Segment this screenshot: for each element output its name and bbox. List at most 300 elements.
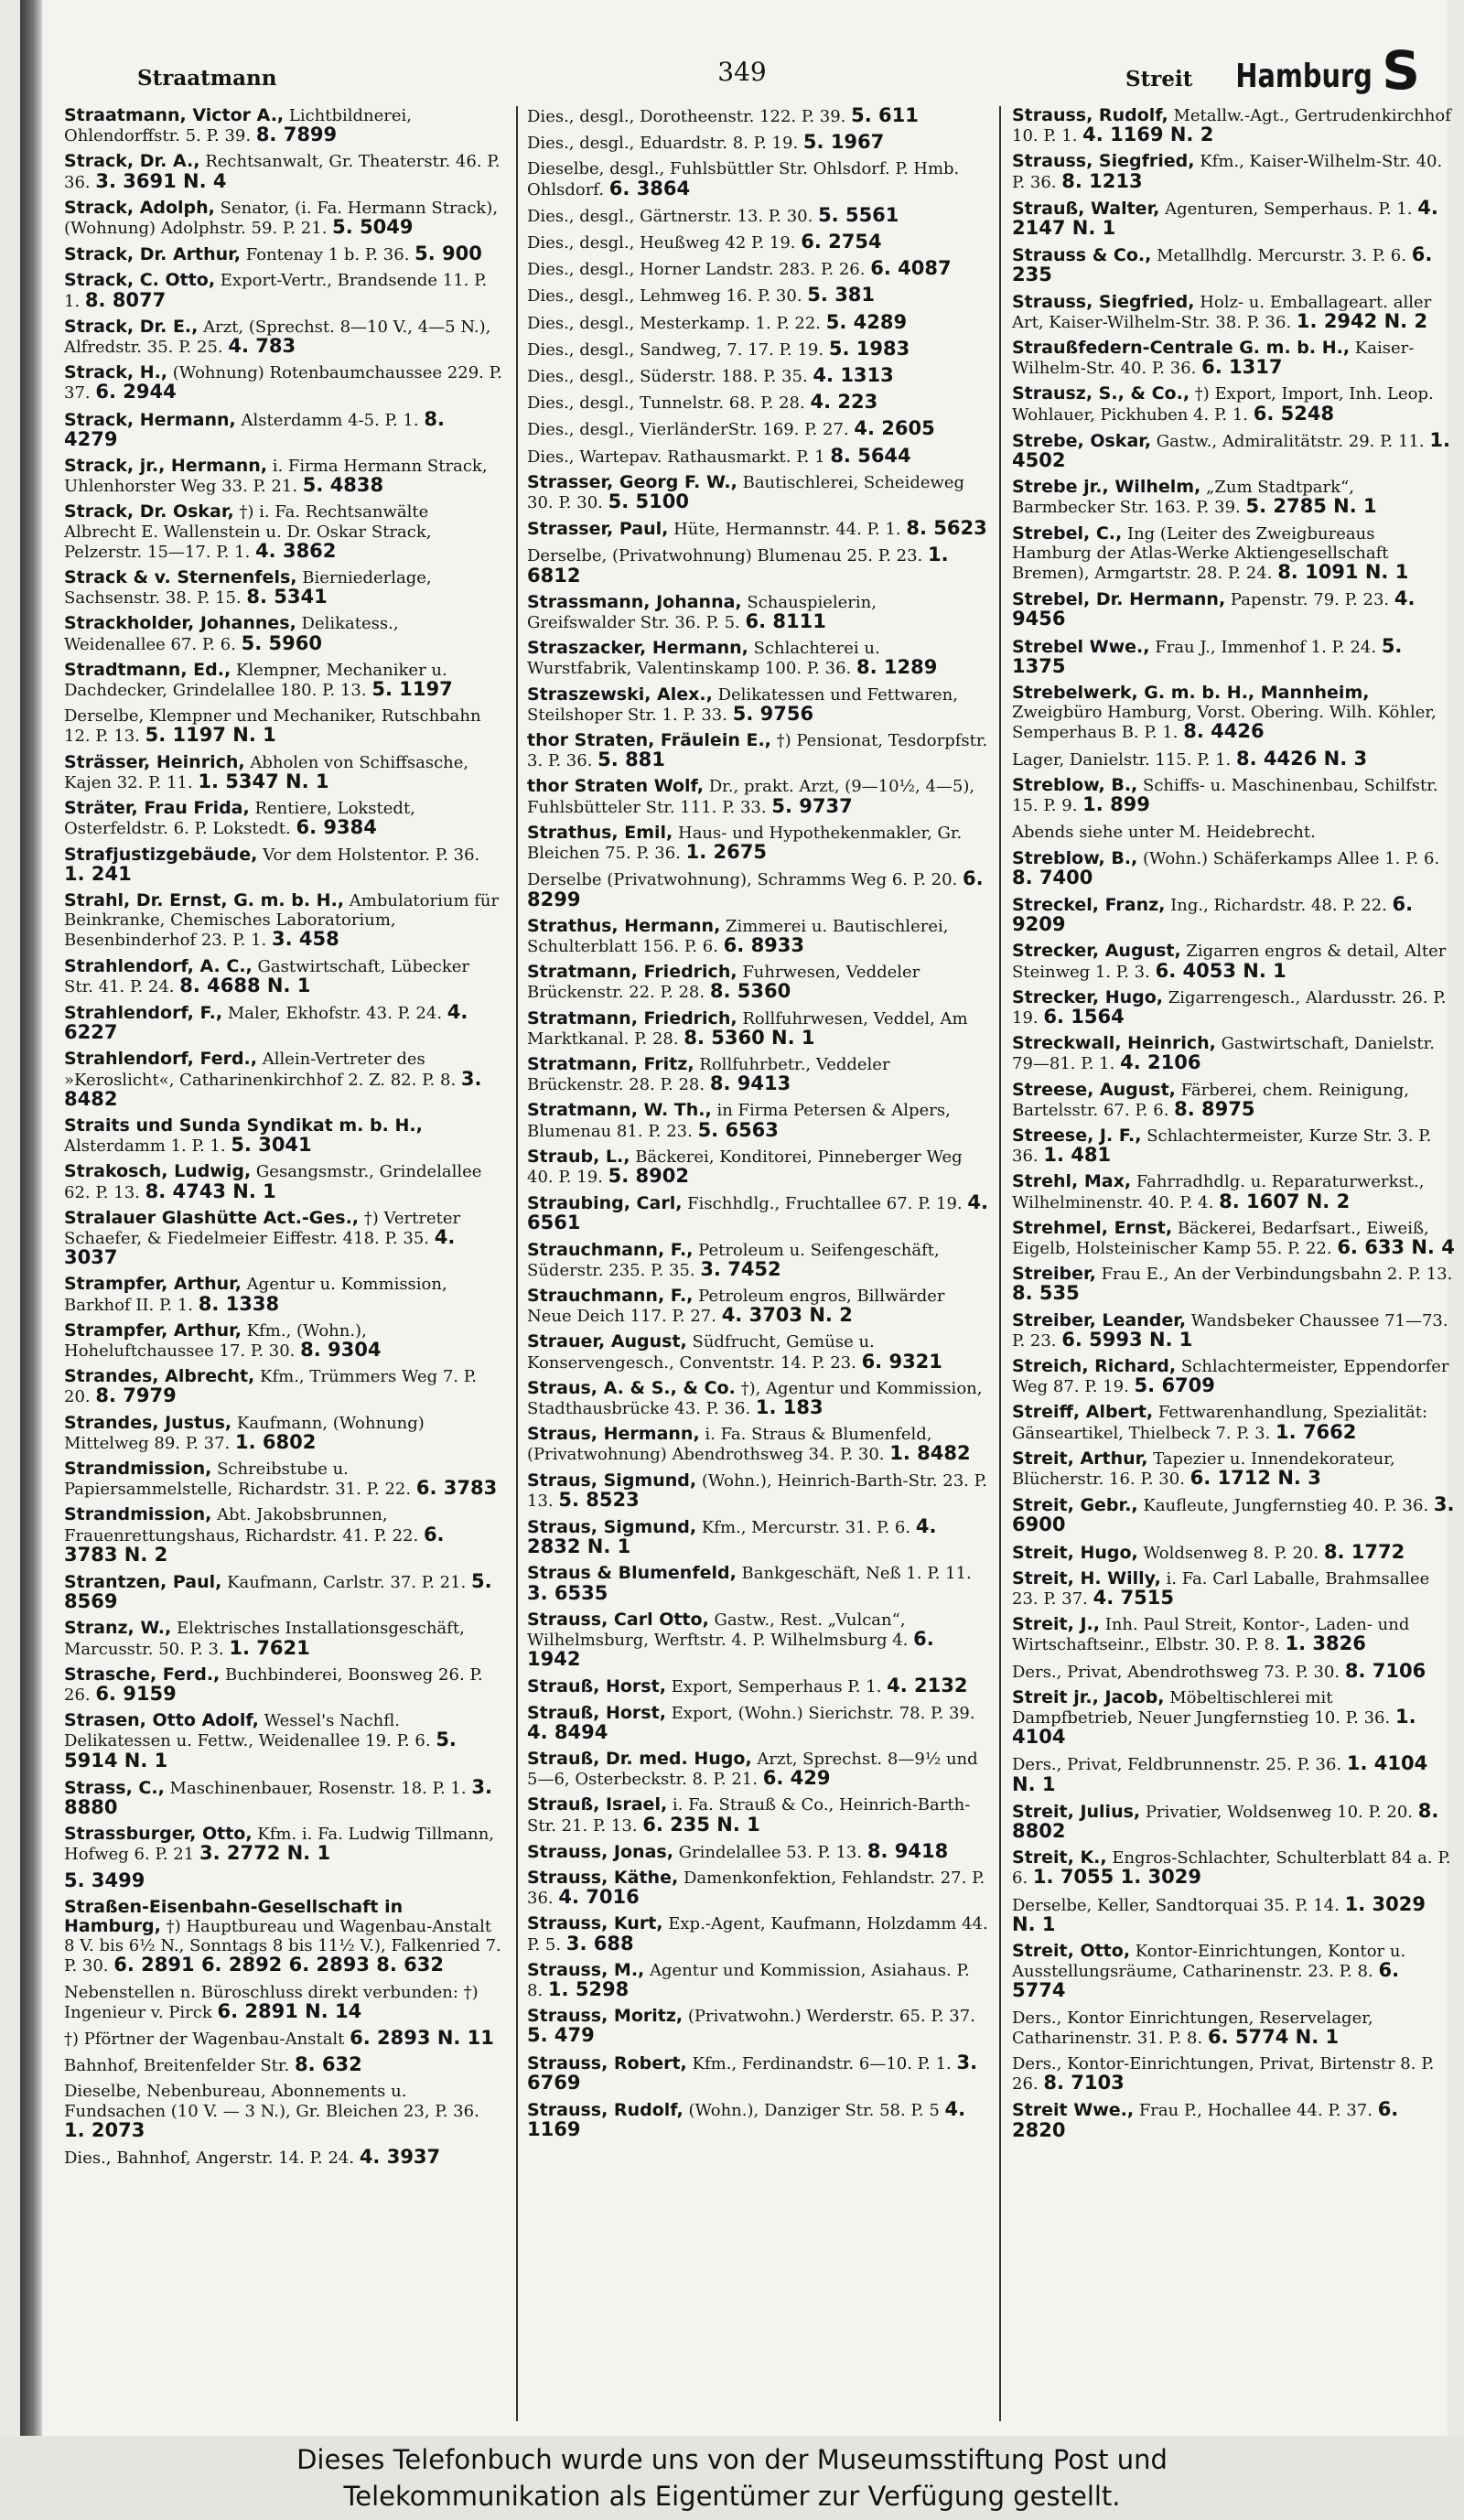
entry-details: Südfrucht, Gemüse u. Konservengesch., Conventstr. 14. P. 23.: [527, 1332, 875, 1373]
entry-name: Strauss, Rudolf,: [1012, 105, 1168, 125]
entry-phone: 4. 3937: [359, 2146, 441, 2169]
entry-name: Strasche, Ferd.,: [64, 1664, 221, 1685]
directory-entry: [527, 339, 988, 360]
entry-phone: 3. 8482: [64, 1067, 482, 1110]
directory-entry: [64, 1665, 503, 1705]
entry-phone: 5. 6563: [697, 1118, 779, 1141]
directory-entry: [527, 1514, 988, 1558]
entry-details: Derselbe, (Privatwohnung) Blumenau 25. P. 23.: [527, 546, 923, 566]
entry-name: Streiber, Leander,: [1012, 1309, 1187, 1330]
directory-entry: [1012, 2100, 1455, 2140]
entry-name: Stralauer Glashütte Act.-Ges.,: [64, 1207, 360, 1228]
entry-details: Kaufmann, Carlstr. 37. P. 21.: [227, 1573, 467, 1592]
entry-details: Holz- u. Emballageart. aller Art, Kaiser-Wilhelm-Str. 38. P. 36.: [1012, 292, 1432, 332]
entry-phone: 6. 5774: [1012, 1959, 1400, 2002]
entry-name: Strauss, Jonas,: [527, 1841, 673, 1862]
entry-details: Haus- und Hypothekenmakler, Gr. Bleichen 75. P. 36.: [527, 823, 963, 864]
directory-entry: [1012, 1799, 1455, 1843]
entry-name: Streit, H. Willy,: [1012, 1567, 1161, 1588]
entry-phone: 8. 7106: [1344, 1659, 1426, 1682]
entry-details: Vor dem Holstentor. P. 36.: [263, 845, 480, 865]
directory-entry: [64, 2029, 503, 2049]
directory-entry: [527, 133, 988, 153]
entry-details: Delikatessen und Fettwaren, Steilshoper Str. 1. P. 33.: [527, 684, 958, 725]
header-city: Hamburg: [1235, 58, 1373, 95]
entry-phone: 3. 7452: [700, 1257, 781, 1280]
entry-details: Senator, (i. Fa. Hermann Strack), (Wohnung) Adolphstr. 59. P. 21.: [64, 198, 499, 239]
entry-details: Maler, Ekhofstr. 43. P. 24.: [227, 1003, 443, 1023]
entry-name: Strehl, Max,: [1012, 1171, 1132, 1192]
entry-phone: 8. 632: [294, 2053, 362, 2076]
directory-entry: [64, 199, 503, 238]
directory-entry: [64, 1983, 503, 2022]
directory-entry: [1012, 1034, 1455, 1073]
directory-entry: [527, 1287, 988, 1326]
directory-entry: [64, 1275, 503, 1314]
entry-name: Straubing, Carl,: [527, 1193, 683, 1214]
entry-name: Strebe, Oskar,: [1012, 430, 1152, 451]
entry-phone: 8. 4743 N. 1: [145, 1179, 276, 1202]
entry-phone: 8. 9418: [867, 1839, 949, 1862]
entry-details: Alsterdamm 4-5. P. 1.: [241, 410, 419, 430]
entry-name: Strauss, Kurt,: [527, 1913, 663, 1934]
entry-phone: 5. 5914 N. 1: [64, 1728, 457, 1772]
entry-phone: 5. 3041: [231, 1134, 312, 1157]
directory-entry: [64, 1321, 503, 1361]
entry-phone: 6. 9384: [296, 816, 377, 839]
entry-details: (Privatwohn.) Werderstr. 65. P. 37.: [687, 2007, 975, 2027]
entry-details: Gastwirtschaft, Danielstr. 79—81. P. 1.: [1012, 1034, 1435, 1074]
entry-name: Straus, A. & S., & Co.: [527, 1377, 736, 1398]
entry-details: Ders., Kontor Einrichtungen, Reservelager, Catharinenstr. 31. P. 8.: [1012, 2008, 1373, 2048]
entry-details: Dies., desgl., Süderstr. 188. P. 35.: [527, 367, 808, 387]
entry-details: Rollfuhrwesen, Veddel, Am Marktkanal. P. 28.: [527, 1008, 968, 1049]
entry-details: Petroleum engros, Billwärder Neue Deich 117. P. 27.: [527, 1286, 945, 1327]
entry-phone: 6. 2754: [801, 231, 882, 253]
entry-name: Strathus, Emil,: [527, 822, 673, 843]
entry-name: Strampfer, Arthur,: [64, 1319, 242, 1341]
entry-phone: 5. 9737: [771, 794, 853, 817]
entry-name: thor Straten Wolf,: [527, 776, 705, 797]
entry-phone: 5. 900: [414, 242, 482, 265]
entry-details: Schlachtermeister, Eppendorfer Weg 87. P. 19.: [1012, 1356, 1449, 1397]
entry-phone: 8. 4279: [64, 407, 445, 450]
directory-entry: [64, 2055, 503, 2075]
directory-entry: [1012, 2008, 1455, 2048]
entry-details: Dies., desgl., Sandweg, 7. 17. P. 19.: [527, 339, 824, 360]
directory-entry: [1012, 428, 1455, 472]
directory-entry: [527, 593, 988, 632]
entry-name: Strauss, M.,: [527, 1959, 645, 1980]
entry-name: Stradtmann, Ed.,: [64, 659, 231, 680]
directory-entry: [64, 502, 503, 562]
directory-entry: [527, 2100, 988, 2140]
entry-name: Strässer, Heinrich,: [64, 751, 245, 772]
entry-phone: 1. 6802: [234, 1430, 317, 1453]
entry-details: Exp.-Agent, Kaufmann, Holzdamm 44. P. 5.: [527, 1914, 988, 1955]
entry-details: Kaiser-Wilhelm-Str. 40. P. 36.: [1012, 339, 1415, 379]
entry-phone: 8. 5341: [246, 586, 328, 608]
directory-entry: [527, 1704, 988, 1743]
entry-name: Strauss, Rudolf,: [527, 2100, 684, 2121]
entry-phone: 6. 235 N. 1: [642, 1813, 760, 1836]
entry-details: Nebenstellen n. Büroschluss direkt verbunden: †) Ingenieur v. Pirck: [64, 1982, 479, 2022]
entry-name: Strassburger, Otto,: [64, 1824, 253, 1845]
entry-name: Straits und Sunda Syndikat m. b. H.,: [64, 1115, 423, 1136]
directory-entry: [527, 1101, 988, 1140]
entry-phone: 6. 3783 N. 2: [64, 1523, 445, 1566]
entry-phone: 8. 1289: [856, 656, 938, 679]
column-divider: [516, 106, 518, 2421]
entry-details: (Wohn.), Heinrich-Barth-Str. 23. P. 13.: [527, 1470, 987, 1511]
directory-entry: [64, 457, 503, 496]
entry-details: Export-Vertr., Brandsende 11. P. 1.: [64, 271, 488, 311]
entry-name: Strehmel, Ernst,: [1012, 1217, 1173, 1238]
entry-name: Strahlendorf, Ferd.,: [64, 1049, 257, 1070]
entry-details: i. Fa. Strauß & Co., Heinrich-Barth-Str. 21. P. 13.: [527, 1795, 971, 1836]
entry-phone: 4. 1169 N. 2: [1082, 124, 1214, 146]
entry-phone: 6. 5248: [1253, 402, 1335, 425]
entry-details: Dieselbe, Nebenbureau, Abonnements u. Fundsachen (10 V. — 3 N.), Gr. Bleichen 23, P. 36.: [64, 2082, 479, 2121]
directory-entry: [527, 366, 988, 386]
entry-phone: 3. 6535: [527, 1581, 608, 1604]
entry-details: Zimmerei u. Bautischlerei, Schulterblatt 156. P. 6.: [527, 916, 949, 956]
directory-entry: [1012, 1688, 1455, 1749]
entry-name: Strauß, Horst,: [527, 1676, 666, 1697]
directory-entry: [64, 1711, 503, 1772]
directory-entry: [1012, 339, 1455, 378]
entry-details: Papenstr. 79. P. 23.: [1230, 590, 1390, 610]
entry-details: Privatier, Woldsenweg 10. P. 20.: [1145, 1802, 1414, 1822]
entry-name: Straub, L.,: [527, 1146, 630, 1167]
entry-details: †) Export, Import, Inh. Leop. Wohlauer, Pickhuben 4. P. 1.: [1012, 384, 1434, 425]
directory-entry: [527, 731, 988, 770]
entry-phone: 4. 783: [228, 335, 296, 358]
footer-notice: [0, 2436, 1464, 2520]
directory-entry: [64, 1619, 503, 1658]
directory-columns: [64, 106, 1464, 2421]
entry-details: Ambulatorium für Beinkranke, Chemisches Laboratorium, Besenbinderhof 23. P. 1.: [64, 890, 500, 951]
entry-name: Strecker, August,: [1012, 941, 1181, 962]
entry-details: Lager, Danielstr. 115. P. 1.: [1012, 749, 1232, 770]
entry-details: †) Pförtner der Wagenbau-Anstalt: [64, 2030, 345, 2050]
entry-details: Zweigbüro Hamburg, Vorst. Obering. Wilh. Köhler, Semperhaus B. P. 1.: [1012, 703, 1437, 743]
entry-details: Dies., desgl., Lehmweg 16. P. 30.: [527, 286, 802, 307]
entry-name: Strack & v. Sternenfels,: [64, 567, 297, 588]
entry-phone: 8. 5644: [830, 444, 911, 467]
entry-details: Metallhdlg. Mercurstr. 3. P. 6.: [1157, 246, 1406, 266]
entry-details: in Firma Petersen & Alpers, Blumenau 81. P. 23.: [527, 1101, 951, 1141]
entry-name: Strafjustizgebäude,: [64, 844, 258, 865]
entry-phone: 1. 2073: [64, 2118, 145, 2141]
entry-details: i. Firma Hermann Strack, Uhlenhorster Weg 33. P. 21.: [64, 457, 488, 497]
entry-details: Dr., prakt. Arzt, (9—10½, 4—5), Fuhlsbütteler Str. 111. P. 33.: [527, 777, 975, 817]
entry-phone: 6. 1317: [1201, 356, 1283, 379]
entry-name: Strack, C. Otto,: [64, 270, 216, 291]
entry-details: Dies., desgl., Eduardstr. 8. P. 19.: [527, 134, 799, 154]
entry-name: Strack, Adolph,: [64, 197, 215, 218]
directory-entry: [64, 753, 503, 792]
entry-name: Streckel, Franz,: [1012, 894, 1166, 915]
entry-details: Frau E., An der Verbindungsbahn 2. P. 13.: [1101, 1265, 1453, 1285]
entry-details: Kfm., Ferdinandstr. 6—10. P. 1.: [692, 2053, 952, 2073]
entry-name: Streit, Arthur,: [1012, 1448, 1148, 1469]
column-2: [527, 106, 988, 2421]
entry-phone: 8. 4426: [1183, 720, 1265, 743]
entry-name: Streit, Hugo,: [1012, 1542, 1138, 1563]
entry-details: i. Fa. Straus & Blumenfeld, (Privatwohnung) Abendrothsweg 34. P. 30.: [527, 1425, 932, 1465]
directory-entry: [1012, 1172, 1455, 1212]
entry-phone: 3. 2772 N. 1: [199, 1842, 331, 1865]
entry-name: Strebel, Dr. Hermann,: [1012, 589, 1226, 610]
entry-details: Kfm., Mercurstr. 31. P. 6.: [701, 1517, 911, 1537]
directory-entry: [64, 363, 503, 403]
entry-name: Straszacker, Hermann,: [527, 638, 748, 659]
entry-phone: 5. 6709: [1134, 1374, 1215, 1397]
entry-details: Bäckerei, Konditorei, Pinneberger Weg 40. P. 19.: [527, 1147, 963, 1187]
entry-details: Alsterdamm 1. P. 1.: [64, 1136, 226, 1157]
directory-entry: [64, 2082, 503, 2141]
entry-phone: 4. 1169: [527, 2098, 966, 2141]
directory-entry: [64, 1572, 503, 1612]
entry-name: Strandmission,: [64, 1504, 212, 1525]
entry-details: Ders., Privat, Feldbrunnenstr. 25. P. 36.: [1012, 1755, 1342, 1775]
entry-details: Buchbinderei, Boonsweg 26. P. 26.: [64, 1664, 483, 1706]
directory-entry: [1012, 2054, 1455, 2094]
entry-phone: 8. 1213: [1061, 169, 1143, 192]
entry-phone: 4. 3703 N. 2: [721, 1304, 853, 1327]
entry-phone: 5. 479: [527, 2024, 595, 2047]
entry-details: Damenkonfektion, Fehlandstr. 27. P. 36.: [527, 1868, 985, 1909]
entry-phone: 8. 9304: [300, 1338, 382, 1361]
directory-entry: [527, 444, 988, 467]
directory-entry: [1012, 634, 1455, 677]
entry-phone: 6. 2893 N. 11: [350, 2027, 494, 2050]
page-header: [64, 39, 1420, 102]
entry-details: Bankgeschäft, Neß 1. P. 11.: [741, 1564, 972, 1584]
entry-phone: 6. 4053 N. 1: [1155, 959, 1286, 982]
entry-phone: 1. 3029 N. 1: [1012, 1892, 1426, 1935]
entry-name: Streblow, B.,: [1012, 774, 1138, 795]
entry-name: Strack, Hermann,: [64, 409, 236, 430]
entry-phone: 8. 5360: [709, 980, 791, 1003]
entry-phone: 8. 1091 N. 1: [1277, 561, 1409, 584]
directory-entry: [1012, 1892, 1455, 1935]
entry-name: Streese, J. F.,: [1012, 1125, 1142, 1146]
entry-phone: 5. 8523: [558, 1488, 640, 1511]
directory-entry: [527, 1425, 988, 1464]
entry-phone: 4. 7016: [558, 1886, 640, 1909]
entry-phone: 8. 4426 N. 3: [1236, 747, 1368, 770]
entry-details: Ing., Richardstr. 48. P. 22.: [1170, 895, 1387, 915]
directory-entry: [527, 639, 988, 678]
entry-phone: 1. 7055 1. 3029: [1032, 1866, 1201, 1889]
directory-entry: [527, 1055, 988, 1094]
directory-entry: [527, 106, 988, 126]
entry-details: Bäckerei, Bedarfsart., Eiweiß, Eigelb, Holsteinischer Kamp 55. P. 22.: [1012, 1218, 1429, 1258]
entry-phone: 3. 688: [565, 1932, 634, 1955]
entry-phone: 6. 633 N. 4: [1337, 1235, 1455, 1258]
directory-entry: [64, 1000, 503, 1044]
entry-details: Schlachtermeister, Kurze Str. 3. P. 36.: [1012, 1125, 1432, 1167]
entry-phone: 3. 458: [272, 928, 339, 951]
entry-details: Ing (Leiter des Zweigbureaus Hamburg der Atlas-Werke Aktiengesellschaft Bremen), Armgartstr. 28. P. 24.: [1012, 523, 1389, 584]
entry-phone: 1. 5298: [547, 1978, 630, 2001]
directory-entry: [1012, 1311, 1455, 1351]
entry-name: Strack, Dr. Oskar,: [64, 501, 234, 522]
entry-phone: 1. 8482: [889, 1442, 971, 1465]
entry-details: Derselbe, Klempner und Mechaniker, Rutschbahn 12. P. 13.: [64, 706, 481, 747]
entry-phone: 8. 1607 N. 2: [1219, 1190, 1351, 1212]
entry-phone: 3. 3691 N. 4: [95, 169, 227, 192]
entry-name: Straus, Sigmund,: [527, 1516, 697, 1537]
entry-name: Strauß, Horst,: [527, 1702, 666, 1723]
directory-entry: [1012, 1495, 1455, 1535]
entry-details: Frau J., Immenhof 1. P. 24.: [1155, 637, 1377, 657]
entry-name: Strebelwerk, G. m. b. H., Mannheim,: [1012, 683, 1370, 704]
directory-entry: [527, 1676, 988, 1696]
entry-phone: 1. 241: [64, 862, 132, 885]
directory-entry: [527, 1961, 988, 2000]
directory-entry: [1012, 1540, 1455, 1563]
entry-phone: 5. 5960: [241, 631, 323, 654]
entry-phone: 5. 1375: [1012, 634, 1403, 677]
entry-name: Strack, Dr. Arthur,: [64, 244, 241, 265]
entry-name: Strack, Dr. A.,: [64, 151, 200, 172]
entry-details: Fontenay 1 b. P. 36.: [245, 245, 410, 265]
entry-details: Dies., desgl., Tunnelstr. 68. P. 28.: [527, 393, 805, 414]
entry-phone: 4. 2132: [887, 1675, 968, 1697]
directory-entry: [64, 1414, 503, 1453]
entry-details: Gastw., Rest. „Vulcan“, Wilhelmsburg, Werftstr. 4. P. Wilhelmsburg 4.: [527, 1610, 909, 1650]
directory-entry: [64, 845, 503, 885]
directory-entry: [1012, 1848, 1455, 1888]
directory-entry: [1012, 106, 1455, 145]
entry-name: Streiff, Albert,: [1012, 1402, 1154, 1423]
directory-entry: [1012, 1569, 1455, 1609]
entry-details: (Wohn.), Danziger Str. 58. P. 5: [688, 2101, 940, 2121]
entry-name: Strausz, S., & Co.,: [1012, 383, 1190, 404]
entry-phone: 1. 6812: [527, 544, 949, 587]
directory-entry: [527, 1471, 988, 1511]
entry-name: Strauss, Robert,: [527, 2052, 687, 2073]
entry-phone: 3. 8880: [64, 1775, 492, 1819]
entry-name: Streese, August,: [1012, 1079, 1176, 1100]
entry-phone: 4. 2106: [1120, 1051, 1201, 1074]
entry-name: Streit, J.,: [1012, 1614, 1100, 1635]
entry-phone: 1. 7662: [1276, 1420, 1357, 1443]
directory-entry: [64, 799, 503, 838]
entry-name: Streblow, B.,: [1012, 847, 1138, 868]
directory-entry: [1012, 749, 1455, 770]
entry-name: Strack, jr., Hermann,: [64, 456, 267, 477]
directory-entry: [527, 917, 988, 956]
entry-phone: 6. 8933: [723, 933, 805, 956]
directory-entry: [527, 1610, 988, 1671]
entry-phone: 6. 5774 N. 1: [1207, 2025, 1340, 2048]
directory-entry: [64, 244, 503, 264]
entry-details: Kfm., Trümmers Weg 7. P. 20.: [64, 1367, 477, 1407]
entry-details: Abends siehe unter M. Heidebrecht.: [1012, 823, 1316, 843]
entry-details: Lichtbildnerei, Ohlendorffstr. 5. P. 39.: [64, 106, 413, 146]
entry-details: Fischhdlg., Fruchtallee 67. P. 19.: [687, 1194, 963, 1214]
entry-phone: 8. 5360 N. 1: [684, 1026, 815, 1049]
entry-details: Dies., desgl., Heußweg 42 P. 19.: [527, 233, 796, 253]
entry-phone: 1. 183: [755, 1395, 824, 1418]
entry-details: Kaufleute, Jungfernstieg 40. P. 36.: [1143, 1496, 1429, 1516]
entry-details: †) Hauptbureau und Wagenbau-Anstalt 8 V. bis 6½ N., Sonntags 8 bis 11½ V.), Falkenried 7. P. 30.: [64, 1917, 501, 1976]
directory-entry: [527, 159, 988, 199]
entry-name: Strauer, August,: [527, 1331, 687, 1352]
directory-entry: [527, 1193, 988, 1233]
entry-details: Dies., desgl., Mesterkamp. 1. P. 22.: [527, 313, 822, 333]
entry-name: Strandmission,: [64, 1458, 212, 1479]
page-number: 349: [717, 57, 767, 87]
entry-name: Strandes, Albrecht,: [64, 1366, 255, 1387]
entry-phone: 5. 4838: [302, 474, 384, 497]
entry-phone: 5. 8902: [608, 1164, 689, 1187]
entry-name: Straußfedern-Centrale G. m. b. H.,: [1012, 338, 1351, 359]
entry-name: Sträter, Frau Frida,: [64, 798, 250, 819]
directory-entry: [1012, 684, 1455, 743]
entry-details: Tapezier u. Innendekorateur, Blücherstr. 16. P. 30.: [1012, 1448, 1395, 1489]
entry-name: Strebel Wwe.,: [1012, 636, 1150, 657]
entry-name: Strackholder, Johannes,: [64, 613, 296, 634]
entry-details: Ders., Privat, Abendrothsweg 73. P. 30.: [1012, 1662, 1340, 1682]
entry-phone: 1. 481: [1043, 1144, 1112, 1167]
entry-phone: 4. 3862: [255, 539, 337, 562]
entry-details: Fahrradhdlg. u. Reparaturwerkst., Wilhelminenstr. 40. P. 4.: [1012, 1172, 1425, 1212]
entry-phone: 5. 8569: [64, 1570, 492, 1613]
directory-entry: [64, 1898, 503, 1976]
entry-phone: 1. 3826: [1285, 1632, 1366, 1655]
directory-entry: [527, 1914, 988, 1954]
directory-entry: [1012, 892, 1455, 936]
directory-entry: [527, 473, 988, 512]
entry-phone: 1. 4104: [1012, 1706, 1416, 1749]
entry-name: Strassmann, Johanna,: [527, 591, 742, 612]
entry-details: Kfm., (Wohn.), Hoheluftchaussee 17. P. 30.: [64, 1320, 367, 1361]
directory-entry: [527, 1839, 988, 1862]
entry-phone: 5. 2785 N. 1: [1245, 495, 1377, 518]
directory-entry: [527, 685, 988, 725]
entry-phone: 5. 381: [807, 284, 876, 307]
entry-details: Frau P., Hochallee 44. P. 37.: [1138, 2101, 1372, 2121]
entry-name: Strass, C.,: [64, 1777, 165, 1798]
entry-phone: 5. 611: [851, 104, 919, 126]
header-last-entry: Streit: [1125, 67, 1193, 92]
entry-name: Straszewski, Alex.,: [527, 684, 713, 705]
entry-name: Streich, Richard,: [1012, 1355, 1177, 1376]
entry-name: Strauchmann, F.,: [527, 1285, 694, 1306]
entry-name: Strecker, Hugo,: [1012, 986, 1164, 1007]
entry-details: Metallw.-Agt., Gertrudenkirchhof 10. P. 1.: [1012, 106, 1451, 146]
entry-details: Abholen von Schiffsasche, Kajen 32. P. 11.: [64, 752, 469, 792]
directory-entry: [527, 1009, 988, 1049]
entry-phone: 5. 881: [597, 748, 665, 771]
entry-details: Wandsbeker Chaussee 71—73. P. 23.: [1012, 1310, 1448, 1351]
entry-name: Streit, K.,: [1012, 1847, 1107, 1868]
entry-details: Allein-Vertreter des »Keroslicht«, Catharinenkirchhof 2. Z. 82. P. 8.: [64, 1050, 457, 1090]
entry-name: Strasser, Paul,: [527, 519, 669, 540]
entry-name: Strauss, Siegfried,: [1012, 291, 1195, 312]
header-first-entry: Straatmann: [137, 66, 277, 91]
entry-name: Straatmann, Victor A.,: [64, 105, 285, 125]
directory-entry: [1012, 1449, 1455, 1489]
entry-phone: 5. 1983: [828, 337, 910, 360]
directory-entry: [1012, 1942, 1455, 2002]
entry-phone: 4. 1313: [813, 364, 894, 387]
